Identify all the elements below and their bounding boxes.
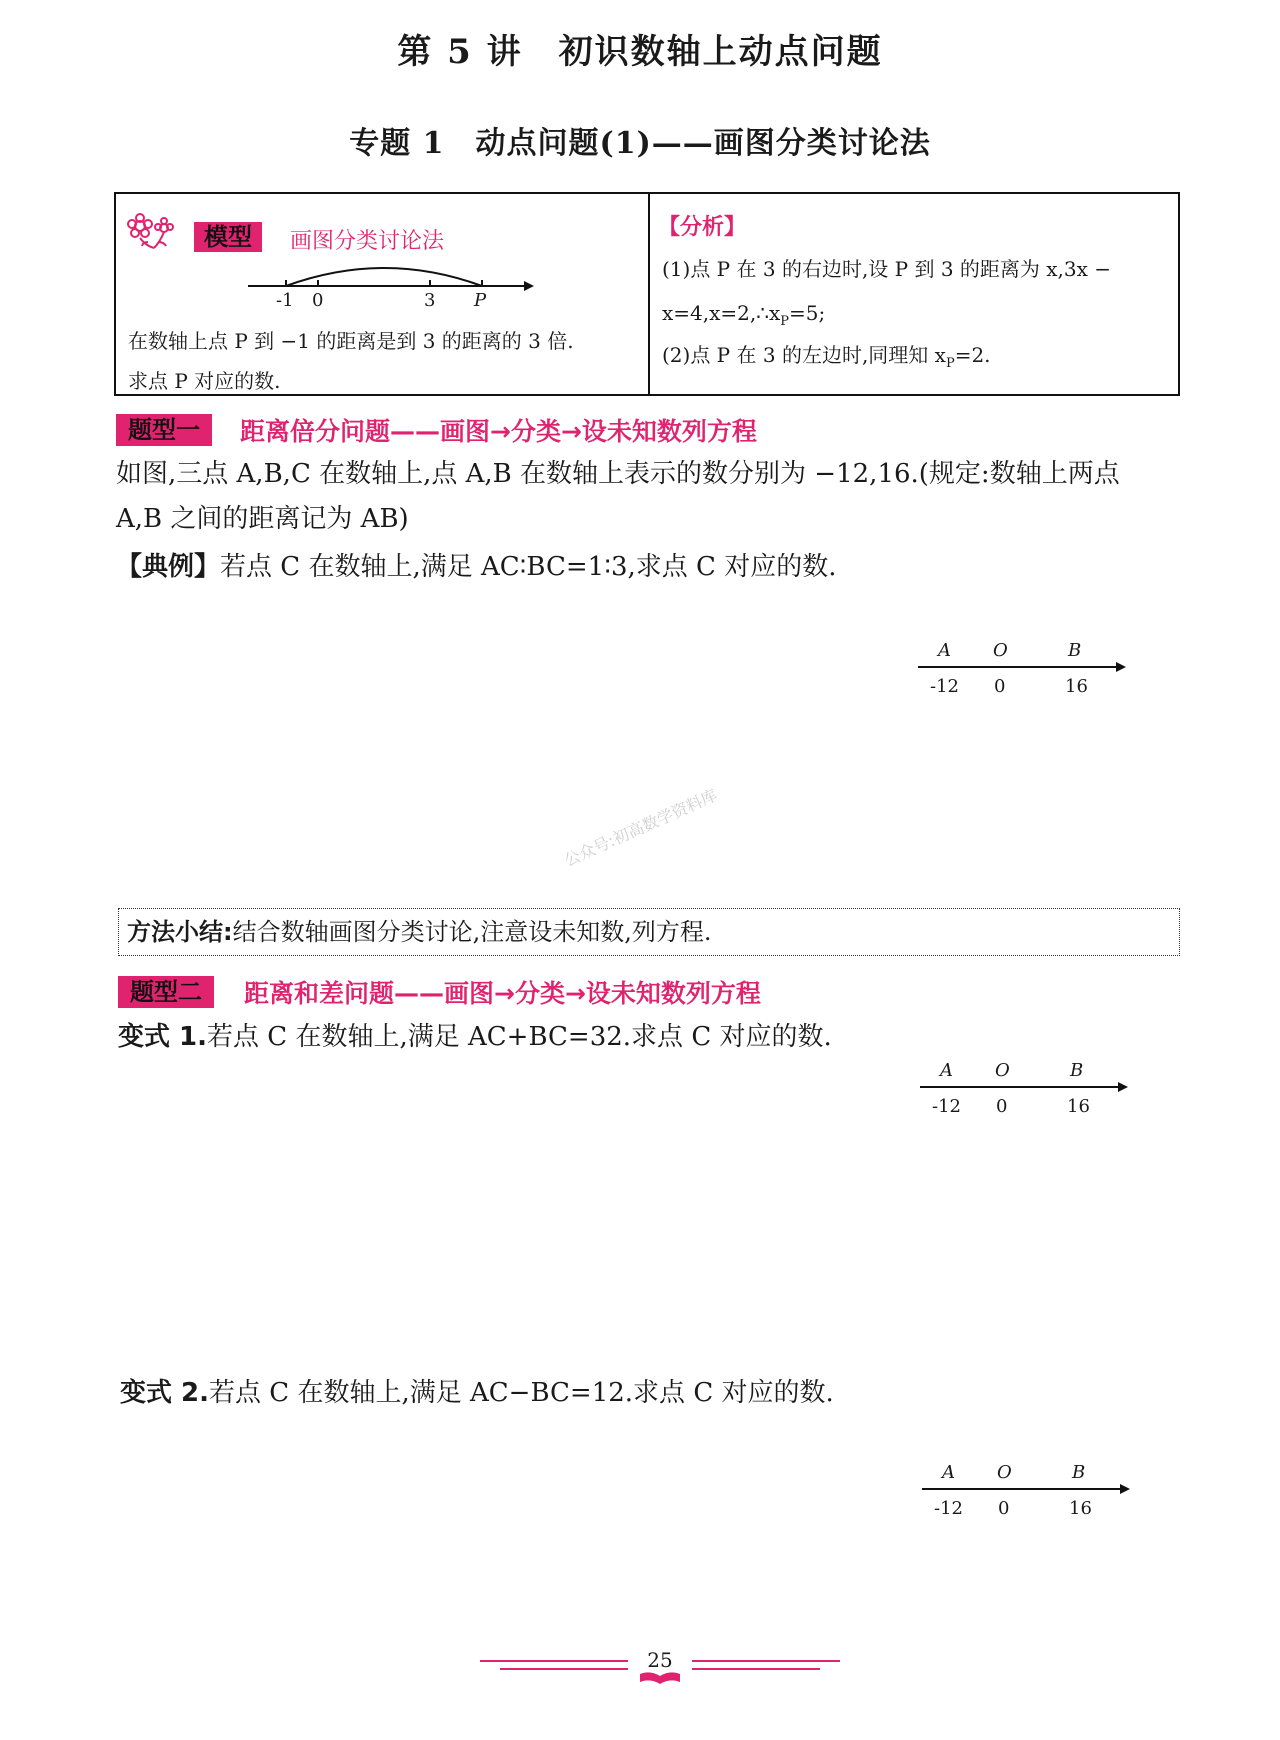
number-line-2-axis	[920, 1080, 1130, 1094]
analysis-line2-sub: P	[780, 314, 789, 329]
topic-title: 专题 1 动点问题(1)——画图分类讨论法	[349, 126, 931, 161]
summary-content	[127, 913, 712, 951]
analysis-line1: (1)点 P 在 3 的右边时,设 P 到 3 的距离为 x,3x −	[662, 257, 1112, 281]
model-tag: 模型	[194, 222, 262, 252]
number-line-2	[920, 1060, 1140, 1124]
axis-label-0: 0	[312, 290, 324, 311]
value-a: -12	[934, 1498, 963, 1519]
analysis-line3-sub: P	[945, 356, 955, 371]
model-name: 画图分类讨论法	[290, 229, 445, 254]
analysis-line2-end: =5;	[789, 301, 826, 325]
type2-tag: 题型二	[118, 976, 214, 1008]
example-tag: 【典例】	[116, 552, 221, 582]
variant2-label: 变式 2.	[120, 1378, 210, 1408]
type1-tag: 题型一	[116, 414, 212, 446]
axis-label-p: P	[474, 290, 487, 311]
number-line-3	[922, 1462, 1142, 1526]
model-statement-line1: 在数轴上点 P 到 −1 的距离是到 3 的距离的 3 倍.	[128, 329, 574, 353]
value-b: 16	[1069, 1498, 1092, 1519]
value-b: 16	[1065, 676, 1088, 697]
number-line-1	[918, 640, 1138, 704]
analysis-line2-text: x=4,x=2,∴x	[662, 301, 781, 325]
lecture-title: 第 5 讲 初识数轴上动点问题	[397, 32, 883, 72]
analysis-line3	[662, 340, 991, 379]
summary-label: 方法小结:	[127, 918, 233, 946]
variant2-text: 若点 C 在数轴上,满足 AC−BC=12.求点 C 对应的数.	[209, 1378, 834, 1408]
variant2	[120, 1374, 834, 1412]
point-o: O	[993, 640, 1008, 661]
point-o: O	[997, 1462, 1012, 1483]
point-b: B	[1068, 640, 1082, 661]
type1-example	[116, 548, 836, 586]
model-statement-line2: 求点 P 对应的数.	[128, 369, 281, 393]
point-a: A	[940, 1060, 953, 1081]
value-a: -12	[932, 1096, 961, 1117]
value-o: 0	[996, 1096, 1008, 1117]
value-o: 0	[994, 676, 1006, 697]
model-box	[114, 192, 1180, 396]
point-b: B	[1072, 1462, 1086, 1483]
number-line-1-axis	[918, 660, 1128, 674]
example-text: 若点 C 在数轴上,满足 AC∶BC=1∶3,求点 C 对应的数.	[220, 552, 837, 582]
variant1-label: 变式 1.	[118, 1022, 208, 1052]
book-icon	[638, 1670, 682, 1686]
analysis-line3-end: =2.	[954, 343, 991, 367]
variant1-text: 若点 C 在数轴上,满足 AC+BC=32.求点 C 对应的数.	[207, 1022, 832, 1052]
variant1	[118, 1018, 832, 1056]
value-a: -12	[930, 676, 959, 697]
axis-label-3: 3	[424, 290, 436, 311]
model-divider	[648, 194, 650, 394]
summary-text: 结合数轴画图分类讨论,注意设未知数,列方程.	[232, 918, 712, 946]
number-line-3-axis	[922, 1482, 1132, 1496]
summary-box	[118, 908, 1180, 956]
type2-heading: 距离和差问题——画图→分类→设未知数列方程	[244, 979, 761, 1008]
page-footer	[480, 1650, 840, 1690]
point-b: B	[1070, 1060, 1084, 1081]
type1-intro-line1: 如图,三点 A,B,C 在数轴上,点 A,B 在数轴上表示的数分别为 −12,16.(规定:数轴上两点	[116, 459, 1120, 489]
point-a: A	[942, 1462, 955, 1483]
flower-icon	[126, 212, 182, 250]
type1-intro-line2: A,B 之间的距离记为 AB)	[116, 504, 409, 534]
point-o: O	[995, 1060, 1010, 1081]
analysis-tag: 【分析】	[658, 215, 747, 240]
value-b: 16	[1067, 1096, 1090, 1117]
type1-heading: 距离倍分问题——画图→分类→设未知数列方程	[240, 417, 757, 446]
analysis-line2	[662, 298, 825, 337]
value-o: 0	[998, 1498, 1010, 1519]
axis-label-neg1: -1	[276, 290, 294, 311]
analysis-line3-text: (2)点 P 在 3 的左边时,同理知 x	[662, 343, 946, 367]
point-a: A	[938, 640, 951, 661]
watermark: 公众号:初高数学资料库	[561, 785, 721, 871]
page-number: 25	[647, 1648, 673, 1672]
